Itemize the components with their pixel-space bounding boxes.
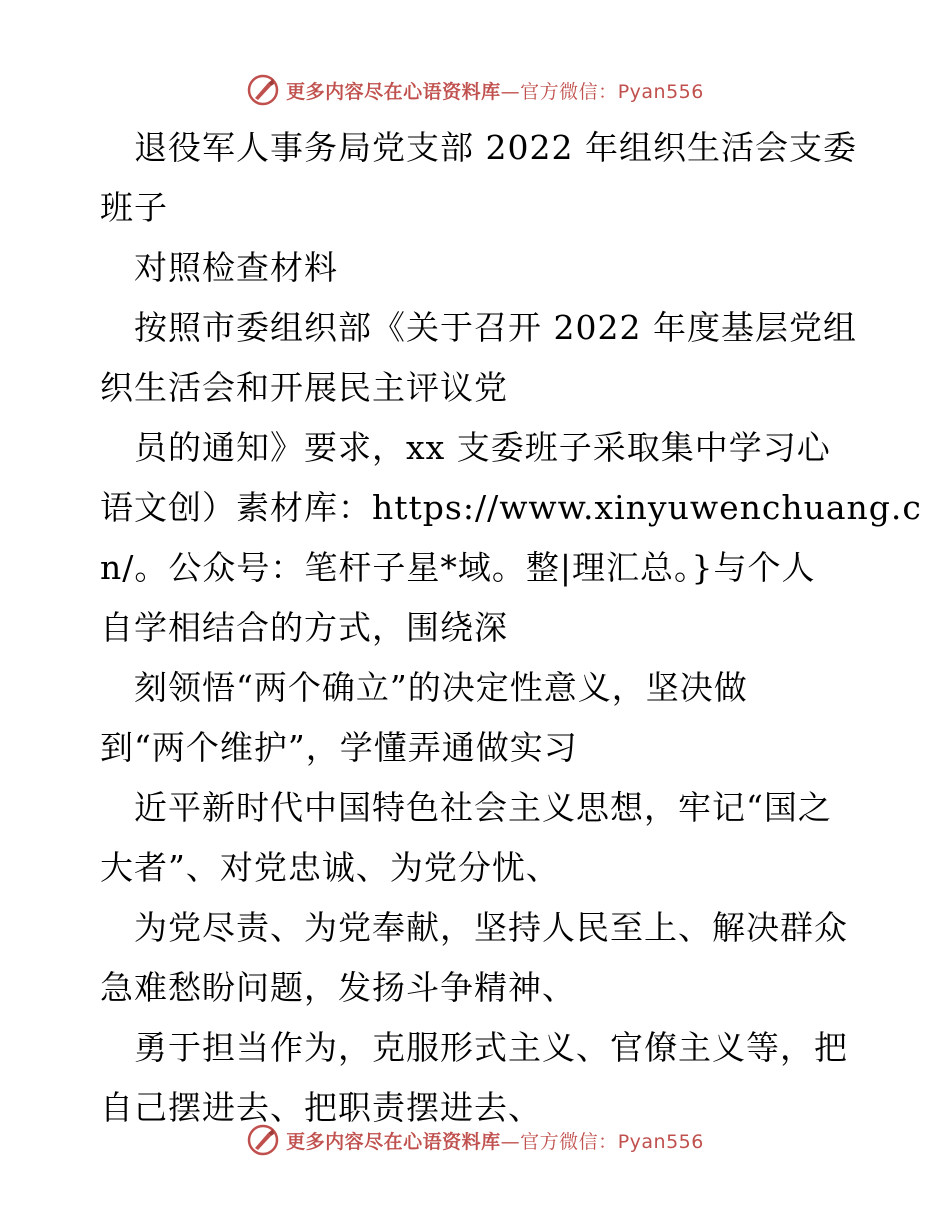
paragraph-line: 到“两个维护”，学懂弄通做实习 <box>100 728 578 767</box>
paragraph-line: n/。公众号：笔杆子星*域。整|理汇总。}与个人 <box>100 548 816 587</box>
document-subtitle: 对照检查材料 <box>134 248 338 287</box>
header-watermark <box>0 70 950 110</box>
quill-pen-logo-icon <box>246 1123 280 1157</box>
paragraph-line: 语文创）素材库：https://www.xinyuwenchuang.c <box>100 488 922 527</box>
watermark-wechat-label: 官方微信： <box>520 80 618 103</box>
paragraph-line: 员的通知》要求，xx 支委班子采取集中学习心 <box>134 428 831 467</box>
document-title-line: 班子 <box>100 188 168 227</box>
paragraph-line: 勇于担当作为，克服形式主义、官僚主义等，把 <box>134 1028 848 1067</box>
watermark-wechat-id: Pyan556 <box>617 80 704 103</box>
watermark-separator: — <box>500 80 521 103</box>
paragraph-line: 大者”、对党忠诚、为党分忧、 <box>100 848 560 887</box>
watermark-site-text: 更多内容尽在心语资料库 <box>286 1130 501 1153</box>
paragraph-line: 近平新时代中国特色社会主义思想，牢记“国之 <box>134 788 832 827</box>
watermark-wechat-label: 官方微信： <box>520 1130 618 1153</box>
quill-pen-logo-icon <box>246 73 280 107</box>
watermark-site-text: 更多内容尽在心语资料库 <box>286 80 501 103</box>
watermark-wechat-id: Pyan556 <box>617 1130 704 1153</box>
paragraph-line: 刻领悟“两个确立”的决定性意义，坚决做 <box>134 668 748 707</box>
watermark-text <box>286 77 704 104</box>
paragraph-line: 自己摆进去、把职责摆进去、 <box>100 1088 542 1127</box>
document-title-line: 退役军人事务局党支部 2022 年组织生活会支委 <box>134 128 857 167</box>
watermark-text <box>286 1127 704 1154</box>
paragraph-line: 织生活会和开展民主评议党 <box>100 368 508 407</box>
paragraph-line: 为党尽责、为党奉献，坚持人民至上、解决群众 <box>134 908 848 947</box>
paragraph-line: 按照市委组织部《关于召开 2022 年度基层党组 <box>134 308 857 347</box>
watermark-separator: — <box>500 1130 521 1153</box>
paragraph-line: 自学相结合的方式，围绕深 <box>100 608 508 647</box>
paragraph-line: 急难愁盼问题，发扬斗争精神、 <box>100 968 576 1007</box>
footer-watermark <box>0 1120 950 1160</box>
